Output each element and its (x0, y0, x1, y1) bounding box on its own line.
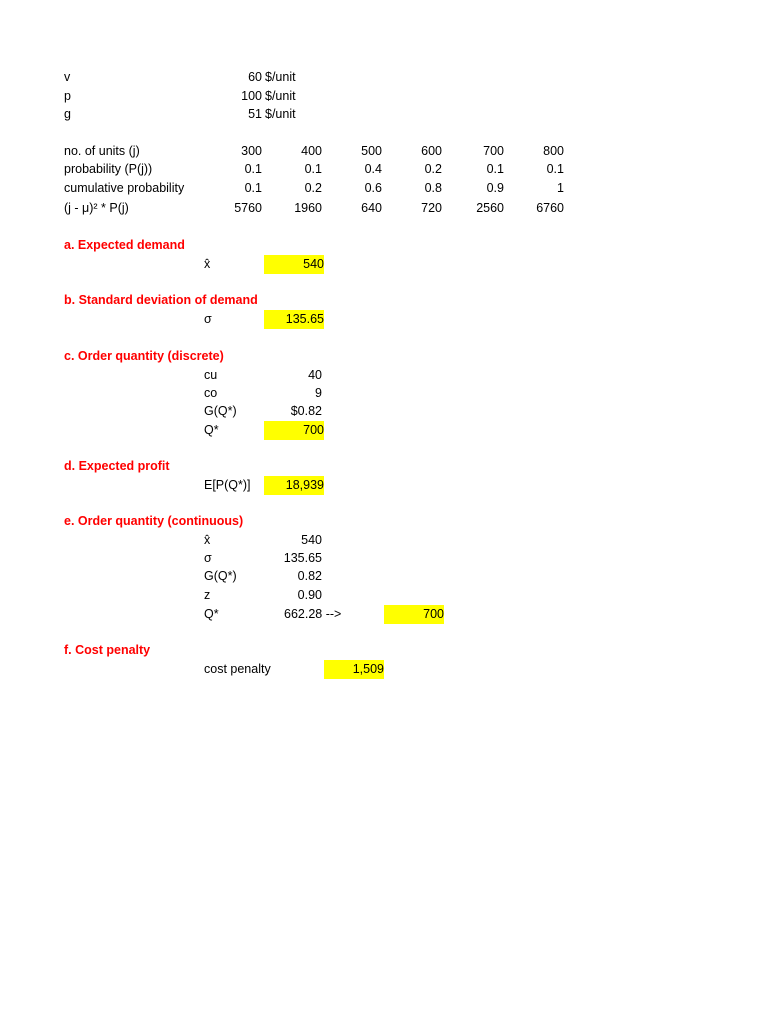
g-q-label: G(Q*) (204, 569, 237, 583)
z-value[interactable]: 0.90 (297, 588, 322, 602)
continuous-q-rounded-text: 700 (423, 607, 444, 621)
cu-value[interactable]: 40 (308, 368, 322, 382)
mean-value[interactable]: 540 (301, 533, 322, 547)
table-cell[interactable]: 0.1 (486, 162, 504, 176)
table-cell[interactable]: 0.2 (424, 162, 442, 176)
std-dev-value[interactable] (264, 310, 324, 329)
table-cell[interactable]: 500 (361, 144, 382, 158)
critical-ratio-label: G(Q*) (204, 404, 237, 418)
table-cell[interactable]: 0.8 (424, 181, 442, 195)
section-b-title: b. Standard deviation of demand (64, 293, 258, 307)
param-unit-g: $/unit (265, 107, 296, 121)
table-cell[interactable]: 0.4 (364, 162, 382, 176)
expected-demand-value[interactable] (264, 255, 324, 274)
continuous-q-value[interactable]: 662.28 --> (284, 607, 342, 621)
table-cell[interactable]: 600 (421, 144, 442, 158)
table-cell[interactable]: 0.9 (486, 181, 504, 195)
param-unit-v: $/unit (265, 70, 296, 84)
table-cell[interactable]: 1960 (294, 201, 322, 215)
discrete-q-label: Q* (204, 423, 219, 437)
sigma-value[interactable]: 135.65 (283, 551, 322, 565)
std-dev-text: 135.65 (285, 312, 324, 326)
table-cell[interactable]: 0.2 (304, 181, 322, 195)
section-e-title: e. Order quantity (continuous) (64, 514, 244, 528)
table-cell[interactable]: 6760 (536, 201, 564, 215)
discrete-q-value[interactable] (264, 421, 324, 440)
param-value-p[interactable]: 100 (241, 89, 262, 103)
param-value-g[interactable]: 51 (248, 107, 262, 121)
param-unit-p: $/unit (265, 89, 296, 103)
param-value-v[interactable]: 60 (248, 70, 262, 84)
section-f-title: f. Cost penalty (64, 643, 151, 657)
table-cell[interactable]: 1 (557, 181, 564, 195)
g-q-value[interactable]: 0.82 (297, 569, 322, 583)
table-cell[interactable]: 0.6 (364, 181, 382, 195)
table-cell[interactable]: 400 (301, 144, 322, 158)
param-label-g: g (64, 107, 71, 121)
table-cell[interactable]: 2560 (476, 201, 504, 215)
table-cell[interactable]: 0.1 (244, 162, 262, 176)
table-cell[interactable]: 720 (421, 201, 442, 215)
section-c-title: c. Order quantity (discrete) (64, 349, 224, 363)
param-label-v: v (64, 70, 71, 84)
table-cell[interactable]: 300 (241, 144, 262, 158)
section-d-title: d. Expected profit (64, 459, 170, 473)
param-label-p: p (64, 89, 71, 103)
table-cell[interactable]: 0.1 (304, 162, 322, 176)
discrete-q-text: 700 (303, 423, 324, 437)
table-row-label: no. of units (j) (64, 144, 140, 158)
expected-profit-text: 18,939 (285, 478, 324, 492)
expected-demand-text: 540 (303, 257, 324, 271)
section-a-title: a. Expected demand (64, 238, 185, 252)
table-cell[interactable]: 0.1 (244, 181, 262, 195)
expected-demand-label: x̂ (204, 257, 211, 271)
cost-penalty-text: 1,509 (352, 662, 384, 676)
mean-label: x̂ (204, 533, 211, 547)
table-cell[interactable]: 640 (361, 201, 382, 215)
expected-profit-label: E[P(Q*)] (204, 478, 251, 492)
z-label: z (204, 588, 211, 602)
std-dev-label: σ (204, 312, 212, 326)
cost-penalty-label: cost penalty (204, 662, 271, 676)
cost-penalty-value[interactable] (324, 660, 384, 679)
expected-profit-value[interactable] (264, 476, 324, 495)
table-row-label: (j - μ)² * P(j) (64, 201, 129, 215)
cu-label: cu (204, 368, 218, 382)
critical-ratio-value[interactable]: $0.82 (290, 404, 322, 418)
table-row-label: cumulative probability (64, 181, 185, 195)
co-value[interactable]: 9 (315, 386, 322, 400)
sigma-label: σ (204, 551, 212, 565)
table-cell[interactable]: 800 (543, 144, 564, 158)
continuous-q-label: Q* (204, 607, 219, 621)
table-row-label: probability (P(j)) (64, 162, 153, 176)
continuous-q-rounded[interactable] (384, 605, 444, 624)
table-cell[interactable]: 5760 (234, 201, 262, 215)
table-cell[interactable]: 700 (483, 144, 504, 158)
co-label: co (204, 386, 218, 400)
table-cell[interactable]: 0.1 (546, 162, 564, 176)
